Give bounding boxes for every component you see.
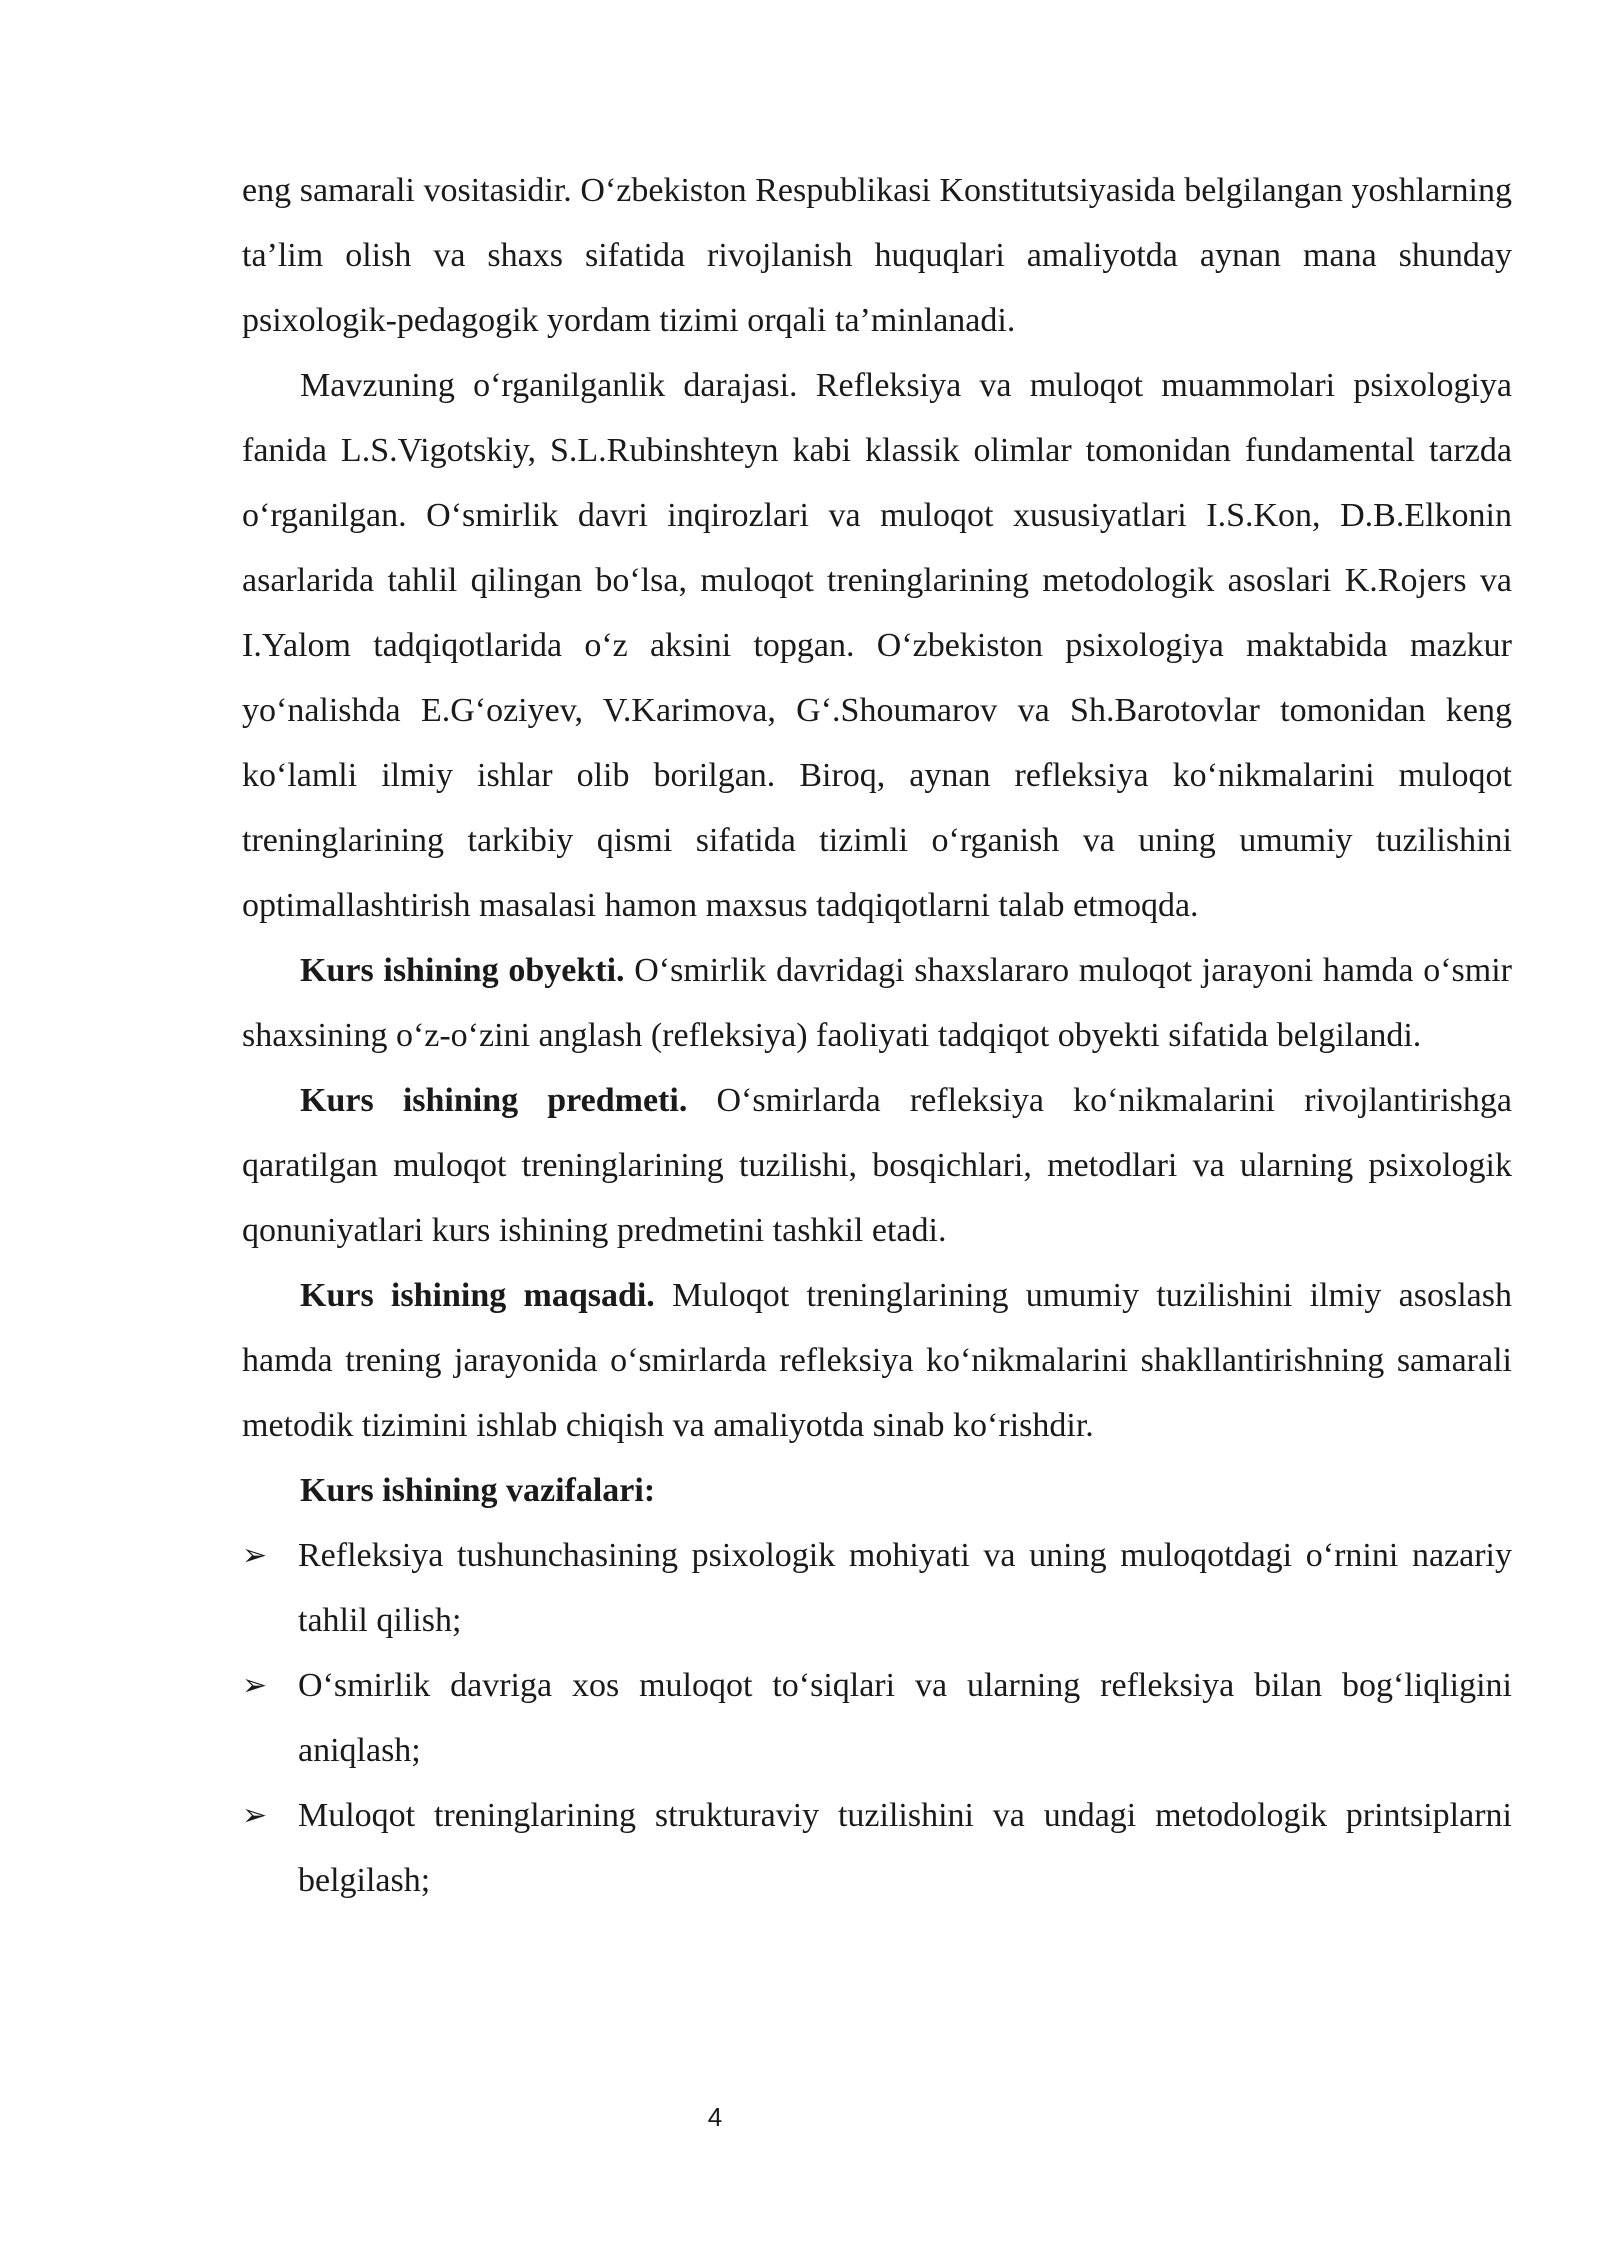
goal-text: Muloqot treninglarining umumiy tuzilishini ilmiy asoslash hamda trening jarayonida o‘smirlarda refleksiya ko‘nikmalarini shakllantirishning samarali metodik tizimini ishlab chiqish va amaliyotda sinab ko‘rishdir. xyxy=(242,1277,1512,1444)
goal-label: Kurs ishining maqsadi. xyxy=(300,1277,655,1314)
paragraph-object xyxy=(242,938,1512,1068)
object-label: Kurs ishining obyekti. xyxy=(300,952,625,989)
paragraph-intro-continuation: eng samarali vositasidir. O‘zbekiston Respublikasi Konstitutsiyasida belgilangan yoshlarning ta’lim olish va shaxs sifatida rivojlanish huquqlari amaliyotda aynan mana shunday psixologik-pedagogik yordam tizimi orqali ta’minlanadi. xyxy=(242,172,1512,339)
list-item xyxy=(242,1523,1512,1653)
page-body xyxy=(242,158,1512,1913)
object-text: O‘smirlik davridagi shaxslararo muloqot jarayoni hamda o‘smir shaxsining o‘z-o‘zini anglash (refleksiya) faoliyati tadqiqot obyekti sifatida belgilandi. xyxy=(242,952,1512,1054)
task-text: Muloqot treninglarining strukturaviy tuzilishini va undagi metodologik printsiplarni belgilash; xyxy=(298,1797,1512,1899)
paragraph-goal xyxy=(242,1263,1512,1458)
list-item xyxy=(242,1783,1512,1913)
paragraph-research-level: Mavzuning o‘rganilganlik darajasi. Refleksiya va muloqot muammolari psixologiya fanida L.S.Vigotskiy, S.L.Rubinshteyn kabi klassik olimlar tomonidan fundamental tarzda o‘rganilgan. O‘smirlik davri inqirozlari va muloqot xususiyatlari I.S.Kon, D.B.Elkonin asarlarida tahlil qilingan bo‘lsa, muloqot treninglarining metodologik asoslari K.Rojers va I.Yalom tadqiqotlarida o‘z aksini topgan. O‘zbekiston psixologiya maktabida mazkur yo‘nalishda E.G‘oziyev, V.Karimova, G‘.Shoumarov va Sh.Barotovlar tomonidan keng ko‘lamli ilmiy ishlar olib borilgan. Biroq, aynan refleksiya ko‘nikmalarini muloqot treninglarining tarkibiy qismi sifatida tizimli o‘rganish va uning umumiy tuzilishini optimallashtirish masalasi hamon maxsus tadqiqotlarni talab etmoqda. xyxy=(242,367,1512,924)
list-item xyxy=(242,1653,1512,1783)
subject-label: Kurs ishining predmeti. xyxy=(300,1082,688,1119)
tasks-heading: Kurs ishining vazifalari: xyxy=(300,1472,656,1509)
arrow-bullet-icon: ➢ xyxy=(242,1668,268,1703)
arrow-bullet-icon: ➢ xyxy=(242,1538,268,1573)
paragraph-subject xyxy=(242,1068,1512,1263)
page-number: 4 xyxy=(707,2102,723,2132)
task-text: O‘smirlik davriga xos muloqot to‘siqlari va ularning refleksiya bilan bog‘liqligini aniqlash; xyxy=(298,1667,1512,1769)
arrow-bullet-icon: ➢ xyxy=(242,1798,268,1833)
subject-text: O‘smirlarda refleksiya ko‘nikmalarini rivojlantirishga qaratilgan muloqot treninglarining tuzilishi, bosqichlari, metodlari va ularning psixologik qonuniyatlari kurs ishining predmetini tashkil etadi. xyxy=(242,1082,1512,1249)
task-text: Refleksiya tushunchasining psixologik mohiyati va uning muloqotdagi o‘rnini nazariy tahlil qilish; xyxy=(298,1537,1512,1639)
tasks-list xyxy=(242,1523,1512,1913)
